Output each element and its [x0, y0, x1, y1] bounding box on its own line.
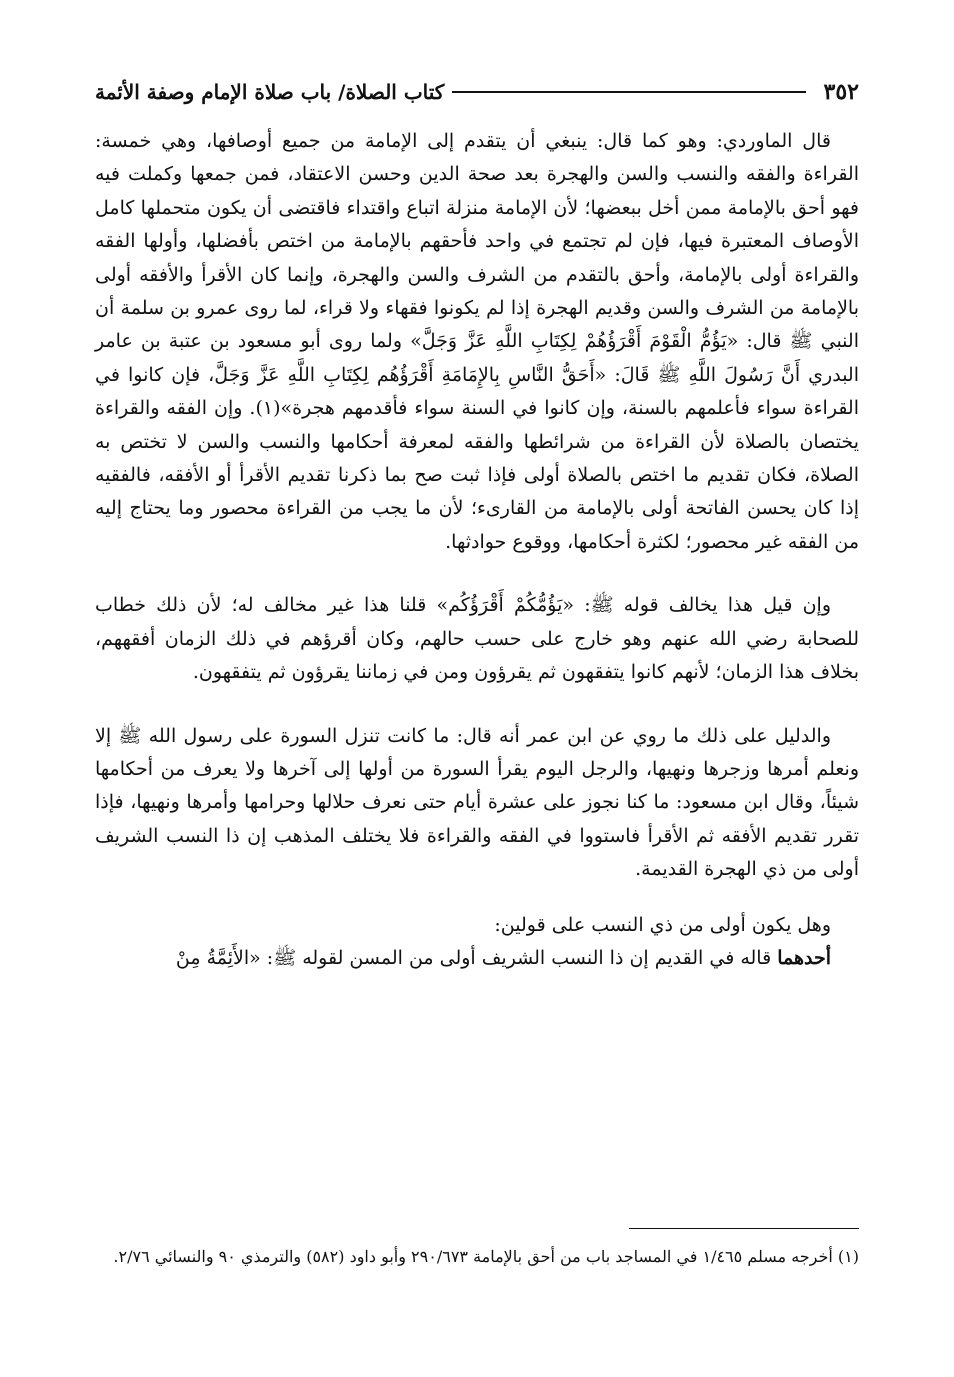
- paragraph-text: قاله في القديم إن ذا النسب الشريف أولى من المسن لقوله ﷺ: «الأَئِمَّةُ مِنْ: [175, 946, 778, 969]
- paragraph: وإن قيل هذا يخالف قوله ﷺ: «يَؤُمُّكُمْ أَقْرَؤُكُم» قلنا هذا غير مخالف له؛ لأن ذلك خطاب للصحابة رضي الله عنهم وهو خارج على حسب حالهم، وكان أقرؤهم في ذلك الزمان أفقههم، بخلاف هذا الزمان؛ لأنهم كانوا يتفقهون ثم يقرؤون ومن في زماننا يقرؤون ثم يتفقهون.: [95, 594, 859, 684]
- page-number: ٣٥٢: [823, 79, 859, 105]
- running-header: [95, 72, 859, 112]
- header-rule: [452, 91, 805, 93]
- paragraph: [95, 942, 859, 975]
- footnote-rule: [629, 1228, 859, 1229]
- footnote: (١) أخرجه مسلم ١/٤٦٥ في المساجد باب من أحق بالإمامة ٢٩٠/٦٧٣ وأبو داود (٥٨٢) والترمذي ٩٠ والنسائي ٢/٧٦.: [113, 1247, 859, 1266]
- paragraph: والدليل على ذلك ما روي عن ابن عمر أنه قال: ما كانت تنزل السورة على رسول الله ﷺ إلا ونعلم أمرها وزجرها ونهيها، والرجل اليوم يقرأ السورة من أولها إلى آخرها ولا يعرف من أحكامها شيئاً، وقال ابن مسعود: ما كنا نجوز على عشرة أيام حتى نعرف حلالها وحرامها وأمرها ونهيها، فإذا تقرر تقديم الأفقه ثم الأقرأ فاستووا في الفقه والقراءة فلا يختلف المذهب إن ذا النسب الشريف أولى من ذي الهجرة القديمة.: [95, 724, 859, 881]
- chapter-title: كتاب الصلاة/ باب صلاة الإمام وصفة الأئمة: [95, 80, 445, 104]
- paragraph-lead: أحدهما: [777, 946, 831, 969]
- paragraph: وهل يكون أولى من ذي النسب على قولين:: [494, 913, 831, 936]
- main-text: [95, 125, 859, 975]
- paragraph: قال الماوردي: وهو كما قال: ينبغي أن يتقدم إلى الإمامة من جميع أوصافها، وهي خمسة: القراءة والفقه والنسب والسن والهجرة بعد صحة الدين وحسن الاعتقاد، فمن جمعها وكملت فيه فهو أحق بالإمامة ممن أخل ببعضها؛ لأن الإمامة منزلة اتباع واقتداء فاقتضى أن يكون متحملها كامل الأوصاف المعتبرة فيها، فإن لم تجتمع في واحد فأحقهم بالإمامة من اختص بأفضلها، وأولها الفقه والقراءة أولى بالإمامة، وأحق بالتقدم من الشرف والسن والهجرة، وإنما كان الأقرأ والأفقه أولى بالإمامة من الشرف والسن وقديم الهجرة إذا لم يكونوا فقهاء ولا قراء، لما روى عمرو بن سلمة أن النبي ﷺ قال: «يَؤُمُّ الْقَوْمَ أَقْرَؤُهُمْ لِكِتَابِ اللَّهِ عَزَّ وَجَلَّ» ولما روى أبو مسعود بن عتبة بن عامر البدري أَنَّ رَسُولَ اللَّهِ ﷺ قَالَ: «أَحَقُّ النَّاسِ بِالإِمَامَةِ أَقْرَؤُهُم لِكِتَابِ اللَّهِ عَزَّ وَجَلَّ، فإن كانوا في القراءة سواء فأعلمهم بالسنة، وإن كانوا في السنة سواء فأقدمهم هجرة»(١). وإن الفقه والقراءة يختصان بالصلاة لأن القراءة من شرائطها والفقه لمعرفة أحكامها والنسب والسن لا تختص به الصلاة، فكان تقديم ما اختص بالصلاة أولى فإذا ثبت صح بما ذكرنا تقديم الأقرأ أو الأفقه، فالفقيه إذا كان يحسن الفاتحة أولى بالإمامة من القارىء؛ لأن ما يجب من القراءة محصور وما يحتاج إليه من الفقه غير محصور؛ لكثرة أحكامها، ووقوع حوادثها.: [95, 130, 859, 553]
